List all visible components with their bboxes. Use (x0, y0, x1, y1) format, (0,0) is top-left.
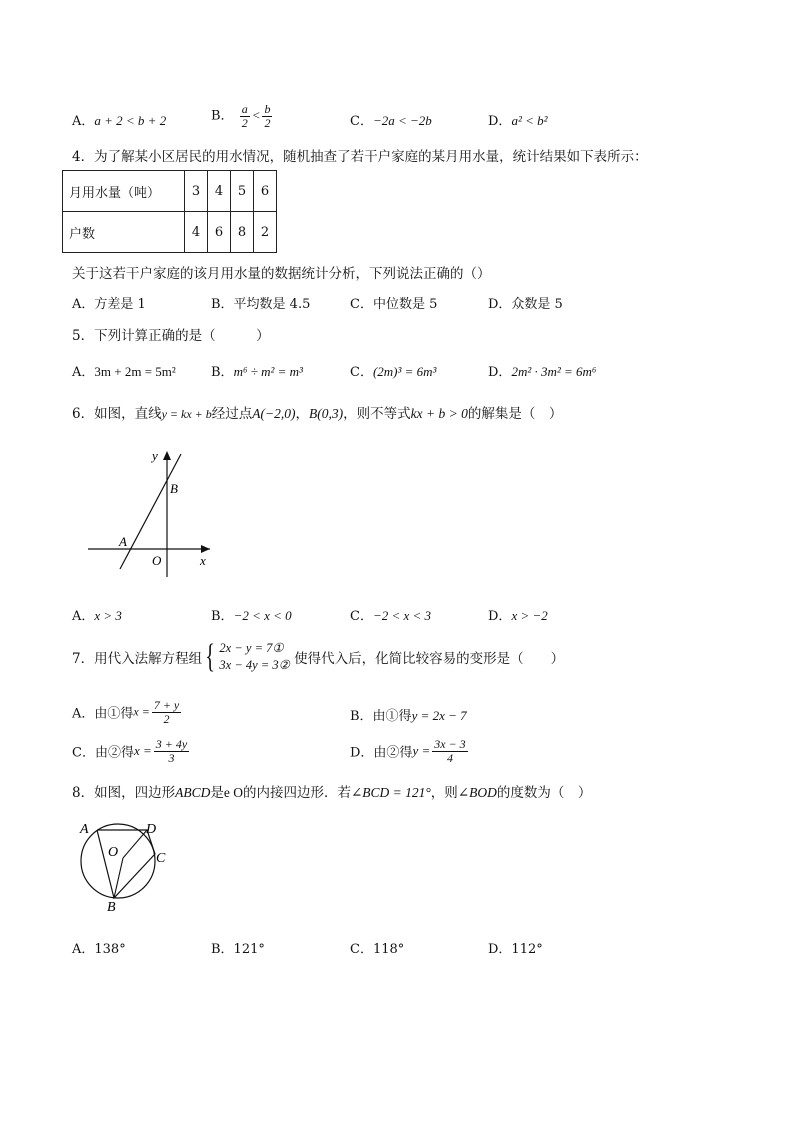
fraction: $\frac{3x - 3}{4}$ (434, 737, 466, 765)
table-cell: 6 (208, 212, 231, 253)
fraction: $\frac{a}{2}$ (241, 102, 248, 130)
table-row (63, 212, 277, 253)
circle-o (81, 824, 155, 898)
point-a-label: A (119, 534, 127, 549)
table-cell: 2 (254, 212, 277, 253)
segment-ob (114, 858, 123, 898)
water-usage-table (62, 170, 277, 253)
fraction: $\frac{b}{2}$ (264, 102, 271, 130)
q4-option-c: C．中位数是 5 (350, 297, 438, 312)
equation-system: 2x − y = 7① 3x − 4y = 3② (219, 641, 290, 672)
x-axis-label: x (200, 553, 206, 568)
q5-stem: 5．下列计算正确的是（ ） (72, 328, 270, 344)
table-cell: 5 (231, 171, 254, 212)
q4-stem: 4．为了解某小区居民的用水情况，随机抽查了若干户家庭的某月用水量，统计结果如下表所示： (72, 149, 648, 165)
q3-option-a: A．a + 2 < b + 2 (72, 113, 167, 129)
table-cell: 3 (185, 171, 208, 212)
q6-option-a: A．x > 3 (72, 608, 122, 624)
table-header-cell: 月用水量（吨） (63, 171, 185, 212)
q4-option-d: D．众数是 5 (488, 297, 563, 312)
fraction: $\frac{3 + 4y}{3}$ (155, 737, 188, 765)
q5-option-d: D．2m² · 3m² = 6m⁶ (488, 364, 597, 380)
segment-od (123, 830, 147, 858)
q7-option-b: B．由①得y = 2x − 7 (350, 708, 467, 724)
q5-option-c: C．(2m)³ = 6m³ (350, 364, 437, 380)
q8-option-b: B．121° (211, 942, 265, 957)
point-c-label: C (156, 851, 166, 866)
point-a-label: A (80, 822, 89, 837)
q8-option-d: D．112° (488, 942, 543, 957)
y-axis-label: y (152, 448, 158, 463)
q4-option-b: B．平均数是 4.5 (211, 297, 311, 312)
q6-line-graph (80, 445, 220, 585)
q6-stem: 6．如图，直线y = kx + b经过点A(−2,0)，B(0,3)，则不等式kx + b > 0的解集是（ ） (72, 406, 563, 422)
q3-option-c: C．−2a < −2b (350, 113, 432, 129)
q4-follow-up: 关于这若干户家庭的该月用水量的数据统计分析，下列说法正确的（） (72, 266, 491, 282)
y-axis-arrow-icon (163, 451, 171, 460)
q8-option-a: A．138° (72, 942, 126, 957)
x-axis-arrow-icon (201, 545, 210, 553)
q7-option-d: D．由②得y = $\frac{3x - 3}{4}$ (350, 737, 466, 765)
table-cell: 8 (231, 212, 254, 253)
point-b-label: B (107, 900, 116, 915)
quadrilateral-abcd (97, 830, 155, 898)
q3-option-b: B． $\frac{a}{2}$ < $\frac{b}{2}$ (211, 102, 271, 130)
q8-circle-figure (74, 815, 184, 915)
table-cell: 6 (254, 171, 277, 212)
q5-option-b: B．m⁶ ÷ m² = m³ (211, 364, 303, 380)
fraction: $\frac{7 + y}{2}$ (153, 698, 180, 726)
q4-option-a: A．方差是 1 (72, 297, 146, 312)
q8-stem: 8．如图，四边形ABCD是e O的内接四边形．若∠BCD = 121°，则∠BOD的度数为（ ） (72, 785, 592, 801)
q5-option-a: A．3m + 2m = 5m² (72, 364, 176, 380)
q7-option-a: A．由①得x = $\frac{7 + y}{2}$ (72, 698, 180, 726)
q7-option-c: C．由②得x = $\frac{3 + 4y}{3}$ (72, 737, 188, 765)
q7-stem: 7．用代入法解方程组{ 2x − y = 7① 3x − 4y = 3② 使得代入后，化简比较容易的变形是（ ） (72, 638, 565, 675)
q6-option-b: B．−2 < x < 0 (211, 608, 292, 624)
table-cell: 4 (185, 212, 208, 253)
center-o-label: O (108, 845, 119, 860)
q6-option-c: C．−2 < x < 3 (350, 608, 432, 624)
table-row (63, 171, 277, 212)
brace-icon: { (205, 638, 216, 675)
origin-label: O (152, 553, 162, 568)
line-y-kx-b (120, 454, 181, 569)
q3-option-d: D．a² < b² (488, 113, 548, 129)
point-b-label: B (170, 481, 178, 496)
table-cell: 4 (208, 171, 231, 212)
table-header-cell: 户数 (63, 212, 185, 253)
q8-option-c: C．118° (350, 942, 405, 957)
point-d-label: D (146, 822, 157, 837)
q6-option-d: D．x > −2 (488, 608, 548, 624)
